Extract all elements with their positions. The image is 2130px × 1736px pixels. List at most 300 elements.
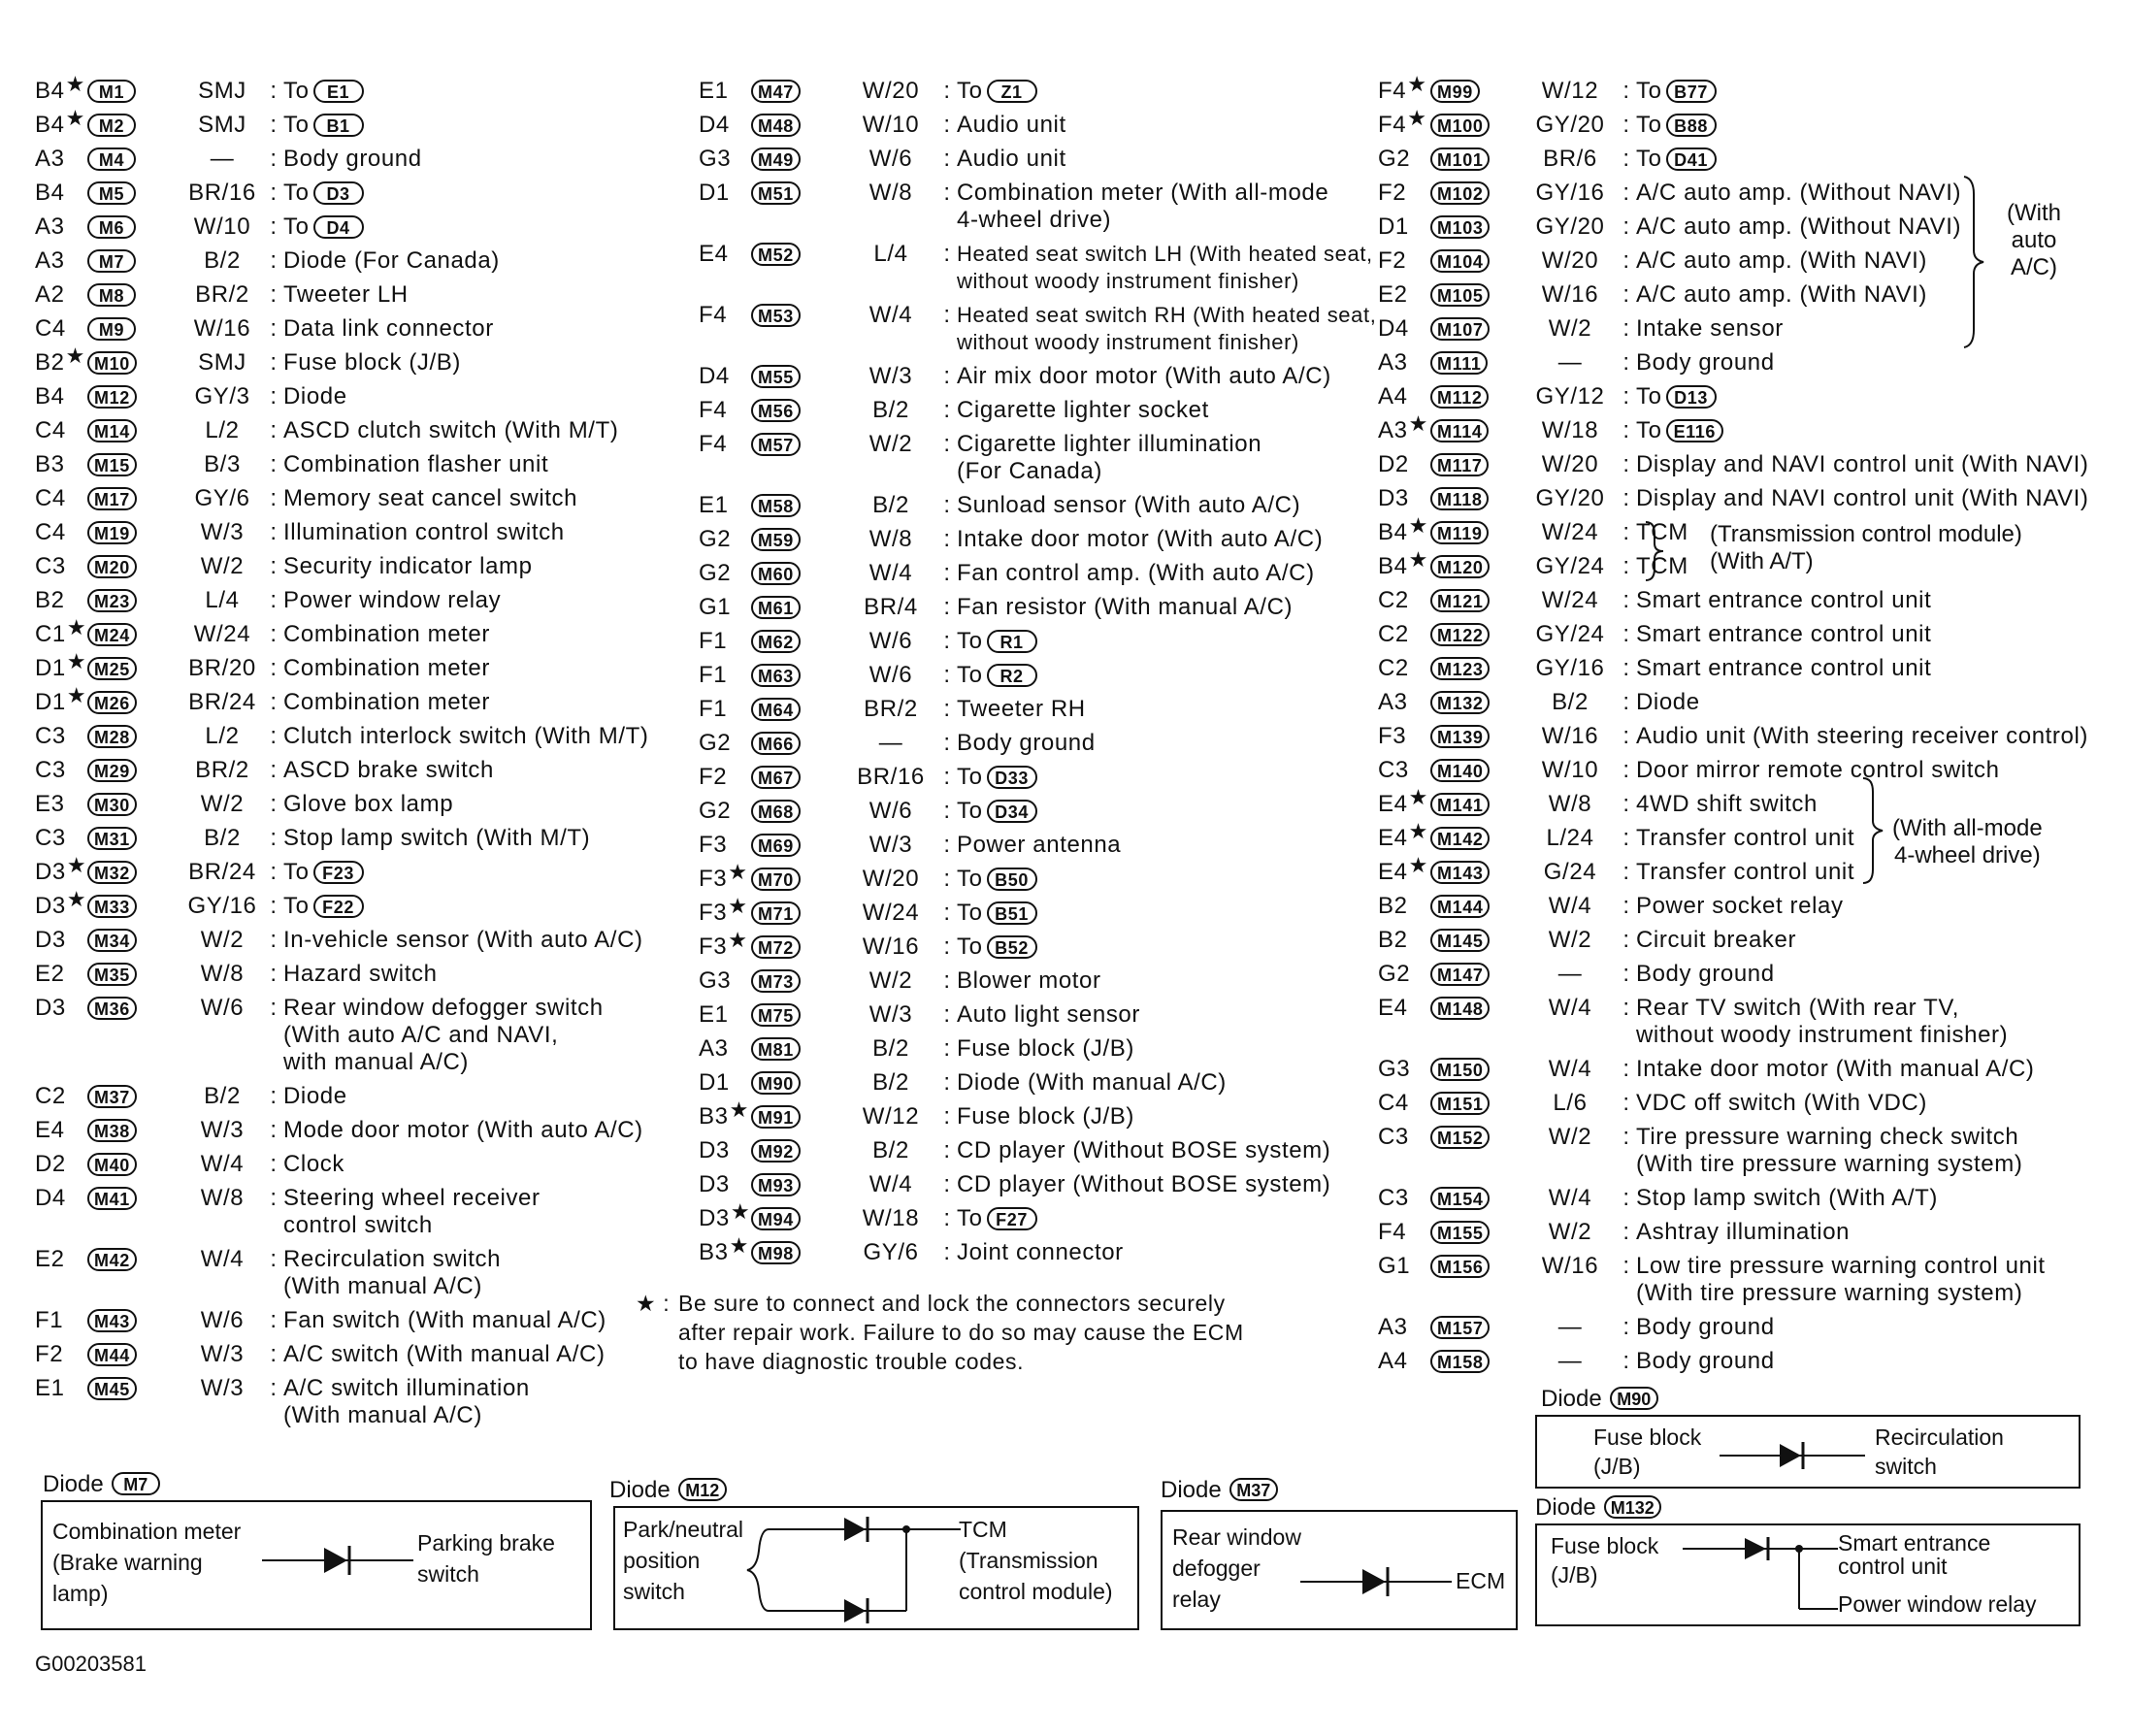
connector-id: M2 bbox=[87, 112, 180, 139]
connector-row bbox=[699, 1097, 1368, 1130]
grid-location: E1 bbox=[699, 492, 729, 518]
separator: : bbox=[943, 112, 951, 138]
diode-m37-label: Diode M37 bbox=[1161, 1477, 1278, 1504]
wire-spec: W/4 bbox=[868, 1171, 913, 1197]
connector-row bbox=[1378, 485, 2115, 512]
wire-spec: W/2 bbox=[1548, 927, 1592, 953]
grid-location: C3 bbox=[1378, 1185, 1409, 1211]
separator: : bbox=[270, 621, 278, 647]
connector-description: Auto light sensor bbox=[957, 1001, 1140, 1028]
wire-spec: W/6 bbox=[200, 995, 245, 1021]
brace-tcm-label: (Transmission control module) (With A/T) bbox=[1710, 521, 2022, 574]
to-connector-tag: B88 bbox=[1666, 114, 1717, 137]
connector-description: Power antenna bbox=[957, 832, 1122, 858]
connector-description: Sunload sensor (With auto A/C) bbox=[957, 492, 1301, 518]
connector-description: Smart entrance control unit bbox=[1636, 621, 1932, 647]
to-connector-tag: F23 bbox=[313, 861, 364, 884]
connector-row bbox=[699, 1233, 1368, 1266]
connector-description: To D3 bbox=[283, 180, 705, 207]
wire-spec: W/6 bbox=[868, 662, 913, 688]
connector-description: Audio unit bbox=[957, 146, 1066, 172]
connector-id: M63 bbox=[751, 662, 844, 689]
grid-location: C2 bbox=[1378, 621, 1409, 647]
grid-location: G2 bbox=[699, 798, 732, 824]
connector-row bbox=[35, 1341, 705, 1368]
connector-id: M9 bbox=[87, 315, 180, 343]
connector-description: Intake door motor (With manual A/C) bbox=[1636, 1056, 2035, 1082]
separator: : bbox=[270, 1375, 278, 1401]
connector-id: M53 bbox=[751, 302, 844, 329]
footnote-line: after repair work. Failure to do so may cause the ECM bbox=[678, 1320, 1244, 1345]
brace-auto-ac bbox=[1962, 175, 1987, 349]
connector-description: Intake sensor bbox=[1636, 315, 1784, 342]
connector-description: To F23 bbox=[283, 859, 705, 886]
separator: : bbox=[270, 213, 278, 240]
connector-description: Body ground bbox=[1636, 1314, 1775, 1340]
connector-description: Steering wheel receiver control switch bbox=[283, 1185, 541, 1238]
connector-description: Mode door motor (With auto A/C) bbox=[283, 1117, 643, 1143]
grid-location: D4 bbox=[35, 1185, 66, 1211]
grid-location: G1 bbox=[1378, 1253, 1411, 1279]
wire-spec: W/3 bbox=[200, 1117, 245, 1143]
separator: : bbox=[943, 866, 951, 892]
connector-description: Audio unit bbox=[957, 112, 1066, 138]
separator: : bbox=[943, 1103, 951, 1130]
star-icon: ★ bbox=[66, 649, 87, 673]
connector-id: M14 bbox=[87, 417, 180, 444]
diode-m132-label: Diode M132 bbox=[1535, 1494, 1661, 1522]
separator: : bbox=[943, 696, 951, 722]
connector-row bbox=[35, 615, 705, 648]
to-connector-tag: B50 bbox=[987, 868, 1037, 891]
connector-description: Transfer control unit bbox=[1636, 825, 1855, 851]
to-connector-tag: E1 bbox=[313, 80, 364, 103]
connector-row bbox=[1378, 411, 2115, 444]
grid-location: C4 bbox=[35, 315, 66, 342]
to-connector-tag: F27 bbox=[987, 1207, 1037, 1230]
grid-location: B4★ bbox=[1378, 513, 1428, 545]
connector-id: M24 bbox=[87, 621, 180, 648]
star-icon: ★ bbox=[1408, 547, 1428, 572]
connector-description: Door mirror remote control switch bbox=[1636, 757, 2000, 783]
grid-location: F1 bbox=[699, 662, 728, 688]
grid-location: F1 bbox=[699, 628, 728, 654]
grid-location: C4 bbox=[35, 417, 66, 443]
wire-spec: BR/6 bbox=[1543, 146, 1597, 172]
wire-spec: W/2 bbox=[868, 967, 913, 994]
connector-row bbox=[1378, 1219, 2115, 1246]
wire-spec: W/6 bbox=[200, 1307, 245, 1333]
connector-id: M35 bbox=[87, 961, 180, 988]
connector-row bbox=[699, 764, 1368, 791]
connector-description: Combination flasher unit bbox=[283, 451, 549, 477]
grid-location: D3★ bbox=[699, 1199, 751, 1231]
wire-spec: GY/20 bbox=[1535, 213, 1605, 240]
connector-description: A/C auto amp. (Without NAVI) bbox=[1636, 213, 1962, 240]
connector-row bbox=[699, 662, 1368, 689]
connector-row bbox=[699, 594, 1368, 621]
connector-id: M155 bbox=[1430, 1219, 1524, 1246]
connector-row bbox=[1378, 587, 2115, 614]
wire-spec: B/2 bbox=[872, 1137, 909, 1163]
grid-location: F2 bbox=[1378, 180, 1407, 206]
wire-spec: W/12 bbox=[862, 1103, 920, 1130]
separator: : bbox=[1622, 1314, 1630, 1340]
connector-description: Tweeter RH bbox=[957, 696, 1086, 722]
wire-spec: — bbox=[1557, 1348, 1583, 1374]
connector-description: Clutch interlock switch (With M/T) bbox=[283, 723, 649, 749]
separator: : bbox=[270, 961, 278, 987]
separator: : bbox=[270, 893, 278, 919]
separator: : bbox=[270, 1307, 278, 1333]
wire-spec: GY/6 bbox=[863, 1239, 919, 1265]
connector-description: Cigarette lighter illumination (For Canada) bbox=[957, 431, 1262, 484]
wire-spec: W/2 bbox=[868, 431, 913, 457]
grid-location: A3 bbox=[1378, 1314, 1408, 1340]
wire-spec: W/8 bbox=[868, 180, 913, 206]
grid-location: B2 bbox=[1378, 927, 1408, 953]
connector-row bbox=[699, 1001, 1368, 1029]
grid-location: D3★ bbox=[35, 887, 87, 919]
star-icon: ★ bbox=[730, 1199, 751, 1224]
connector-row bbox=[699, 928, 1368, 961]
separator: : bbox=[1622, 417, 1630, 443]
connector-id: M5 bbox=[87, 180, 180, 207]
connector-id: M144 bbox=[1430, 893, 1524, 920]
grid-location: F4 bbox=[699, 302, 728, 328]
grid-location: E1 bbox=[35, 1375, 65, 1401]
wire-spec: — bbox=[210, 146, 235, 172]
star-icon: ★ bbox=[1408, 819, 1428, 843]
wire-spec: GY/6 bbox=[194, 485, 250, 511]
connector-description: To R1 bbox=[957, 628, 1368, 655]
connector-id: M117 bbox=[1430, 451, 1524, 478]
connector-description: In-vehicle sensor (With auto A/C) bbox=[283, 927, 643, 953]
connector-description: To D13 bbox=[1636, 383, 2115, 410]
connector-description: A/C auto amp. (Without NAVI) bbox=[1636, 180, 1962, 206]
grid-location: G1 bbox=[699, 594, 732, 620]
star-icon: ★ bbox=[65, 344, 85, 368]
connector-id: M145 bbox=[1430, 927, 1524, 954]
connector-row bbox=[1378, 1090, 2115, 1117]
grid-location: F4 bbox=[699, 397, 728, 423]
connector-description: Transfer control unit bbox=[1636, 859, 1855, 885]
grid-location: D3 bbox=[1378, 485, 1409, 511]
separator: : bbox=[943, 662, 951, 688]
wire-spec: W/6 bbox=[868, 798, 913, 824]
separator: : bbox=[943, 526, 951, 552]
grid-location: C1★ bbox=[35, 615, 87, 647]
grid-location: G2 bbox=[1378, 961, 1411, 987]
connector-row bbox=[35, 1375, 705, 1429]
separator: : bbox=[270, 553, 278, 579]
star-icon: ★ bbox=[728, 928, 748, 952]
diode-m12-box: Park/neutral position switch TCM (Transmission control module) bbox=[613, 1506, 1139, 1630]
connector-description: To D33 bbox=[957, 764, 1368, 791]
grid-location: D2 bbox=[1378, 451, 1409, 477]
connector-id: M139 bbox=[1430, 723, 1524, 750]
star-icon: ★ bbox=[66, 683, 87, 707]
connector-list-middle bbox=[699, 78, 1377, 1273]
separator: : bbox=[943, 302, 951, 328]
connector-row bbox=[35, 1246, 705, 1300]
connector-description: Recirculation switch (With manual A/C) bbox=[283, 1246, 502, 1299]
separator: : bbox=[270, 723, 278, 749]
wire-spec: GY/24 bbox=[1535, 621, 1605, 647]
separator: : bbox=[1622, 825, 1630, 851]
separator: : bbox=[1622, 1124, 1630, 1150]
connector-id: M111 bbox=[1430, 349, 1524, 377]
connector-id: M100 bbox=[1430, 112, 1524, 139]
connector-description: To B88 bbox=[1636, 112, 2115, 139]
wire-spec: W/24 bbox=[1541, 587, 1599, 613]
star-icon: ★ bbox=[1408, 853, 1428, 877]
connector-id: M58 bbox=[751, 492, 844, 519]
to-connector-tag: D33 bbox=[987, 766, 1037, 789]
separator: : bbox=[270, 825, 278, 851]
wire-spec: W/20 bbox=[862, 866, 920, 892]
connector-description: To B50 bbox=[957, 866, 1368, 893]
separator: : bbox=[270, 859, 278, 885]
connector-row bbox=[35, 146, 705, 173]
connector-row bbox=[1378, 106, 2115, 139]
connector-row bbox=[1378, 1124, 2115, 1178]
diode-m12-label: Diode M12 bbox=[609, 1477, 727, 1504]
connector-row bbox=[1378, 1314, 2115, 1341]
connector-row bbox=[1378, 757, 2115, 784]
grid-location: A3 bbox=[1378, 349, 1408, 376]
connector-row bbox=[699, 860, 1368, 893]
connector-id: M114 bbox=[1430, 417, 1524, 444]
wire-spec: W/16 bbox=[1541, 1253, 1599, 1279]
separator: : bbox=[270, 247, 278, 274]
connector-description: Display and NAVI control unit (With NAVI) bbox=[1636, 451, 2089, 477]
connector-id: M62 bbox=[751, 628, 844, 655]
connector-row bbox=[699, 241, 1373, 295]
connector-row bbox=[699, 730, 1368, 757]
document-id: G00203581 bbox=[35, 1652, 147, 1676]
separator: : bbox=[943, 560, 951, 586]
connector-id: M75 bbox=[751, 1001, 844, 1029]
separator: : bbox=[1622, 315, 1630, 342]
wire-spec: W/18 bbox=[1541, 417, 1599, 443]
separator: : bbox=[270, 349, 278, 376]
separator: : bbox=[270, 485, 278, 511]
grid-location: D4 bbox=[1378, 315, 1409, 342]
connector-id: M41 bbox=[87, 1185, 180, 1212]
connector-description: Diode (For Canada) bbox=[283, 247, 500, 274]
grid-location: F2 bbox=[35, 1341, 64, 1367]
wire-spec: W/3 bbox=[200, 1375, 245, 1401]
grid-location: E4★ bbox=[1378, 785, 1428, 817]
wire-spec: L/6 bbox=[1553, 1090, 1588, 1116]
connector-row bbox=[1378, 146, 2115, 173]
connector-description: Heated seat switch LH (With heated seat, without woody instrument finisher) bbox=[957, 242, 1373, 293]
connector-row bbox=[1378, 893, 2115, 920]
separator: : bbox=[1622, 791, 1630, 817]
connector-row bbox=[699, 696, 1368, 723]
connector-id: M31 bbox=[87, 825, 180, 852]
connector-description: Fuse block (J/B) bbox=[957, 1103, 1134, 1130]
separator: : bbox=[1622, 146, 1630, 172]
connector-row bbox=[35, 961, 705, 988]
separator: : bbox=[943, 594, 951, 620]
connector-row bbox=[1378, 723, 2115, 750]
connector-id: M147 bbox=[1430, 961, 1524, 988]
separator: : bbox=[1622, 349, 1630, 376]
wire-spec: W/16 bbox=[193, 315, 251, 342]
connector-id: M99 bbox=[1430, 78, 1524, 105]
star-icon: ★ bbox=[66, 853, 87, 877]
connector-id: M17 bbox=[87, 485, 180, 512]
to-connector-tag: F22 bbox=[313, 895, 364, 918]
connector-row bbox=[35, 519, 705, 546]
connector-row bbox=[1378, 961, 2115, 988]
separator: : bbox=[270, 383, 278, 409]
connector-description: Combination meter (With all-mode 4-wheel drive) bbox=[957, 180, 1329, 233]
connector-row bbox=[1378, 655, 2115, 682]
separator: : bbox=[943, 1035, 951, 1062]
connector-description: Fan control amp. (With auto A/C) bbox=[957, 560, 1315, 586]
grid-location: D1 bbox=[699, 1069, 730, 1096]
wire-spec: GY/16 bbox=[1535, 180, 1605, 206]
to-connector-tag: D4 bbox=[313, 215, 364, 239]
grid-location: G2 bbox=[699, 526, 732, 552]
wire-spec: W/10 bbox=[1541, 757, 1599, 783]
connector-id: M101 bbox=[1430, 146, 1524, 173]
connector-row bbox=[35, 825, 705, 852]
wire-spec: W/2 bbox=[1548, 315, 1592, 342]
grid-location: D3 bbox=[35, 995, 66, 1021]
grid-location: C2 bbox=[35, 1083, 66, 1109]
connector-description: To F22 bbox=[283, 893, 705, 920]
wire-spec: W/4 bbox=[200, 1151, 245, 1177]
grid-location: F4★ bbox=[1378, 106, 1427, 138]
connector-description: Body ground bbox=[1636, 349, 1775, 376]
connector-description: Body ground bbox=[1636, 961, 1775, 987]
wire-spec: BR/2 bbox=[195, 757, 249, 783]
star-icon: ★ bbox=[1407, 106, 1427, 130]
connector-id: M118 bbox=[1430, 485, 1524, 512]
grid-location: A4 bbox=[1378, 1348, 1408, 1374]
connector-description: Cigarette lighter socket bbox=[957, 397, 1209, 423]
grid-location: D3★ bbox=[35, 853, 87, 885]
connector-id: M51 bbox=[751, 180, 844, 207]
connector-description: Low tire pressure warning control unit (With tire pressure warning system) bbox=[1636, 1253, 2046, 1306]
wire-spec: GY/3 bbox=[194, 383, 250, 409]
connector-description: Body ground bbox=[283, 146, 422, 172]
connector-description: Stop lamp switch (With A/T) bbox=[1636, 1185, 1938, 1211]
diode-m132-box: Fuse block (J/B) Smart entrance control unit Power window relay bbox=[1535, 1523, 2081, 1626]
connector-row bbox=[1378, 315, 2115, 343]
connector-id: M71 bbox=[751, 900, 844, 927]
grid-location: A2 bbox=[35, 281, 65, 308]
connector-id: M73 bbox=[751, 967, 844, 995]
separator: : bbox=[270, 519, 278, 545]
grid-location: A3 bbox=[35, 247, 65, 274]
wire-spec: W/2 bbox=[1548, 1219, 1592, 1245]
footnote-line: to have diagnostic trouble codes. bbox=[678, 1349, 1025, 1374]
wire-spec: W/4 bbox=[200, 1246, 245, 1272]
separator: : bbox=[1622, 78, 1630, 104]
connector-id: M93 bbox=[751, 1171, 844, 1198]
connector-id: M158 bbox=[1430, 1348, 1524, 1375]
grid-location: E2 bbox=[1378, 281, 1408, 308]
wire-spec: B/2 bbox=[872, 1069, 909, 1096]
separator: : bbox=[270, 791, 278, 817]
wire-spec: W/16 bbox=[862, 934, 920, 960]
connector-row bbox=[699, 560, 1368, 587]
connector-row bbox=[35, 853, 705, 886]
connector-description: Ashtray illumination bbox=[1636, 1219, 1851, 1245]
grid-location: E4 bbox=[1378, 995, 1408, 1021]
grid-location: B2★ bbox=[35, 344, 85, 376]
connector-description: Tire pressure warning check switch (With tire pressure warning system) bbox=[1636, 1124, 2023, 1177]
wire-spec: B/2 bbox=[204, 247, 241, 274]
separator: : bbox=[1622, 757, 1630, 783]
grid-location: B2 bbox=[1378, 893, 1408, 919]
separator: : bbox=[943, 431, 951, 457]
connector-id: M152 bbox=[1430, 1124, 1524, 1151]
connector-description: Smart entrance control unit bbox=[1636, 655, 1932, 681]
connector-description: Smart entrance control unit bbox=[1636, 587, 1932, 613]
grid-location: F3★ bbox=[699, 860, 748, 892]
brace-tcm bbox=[1644, 520, 1665, 582]
grid-location: D1★ bbox=[35, 683, 87, 715]
separator: : bbox=[943, 241, 951, 267]
grid-location: C3 bbox=[1378, 1124, 1409, 1150]
connector-description: CD player (Without BOSE system) bbox=[957, 1171, 1331, 1197]
footnote bbox=[636, 1289, 1373, 1376]
connector-description: Fan resistor (With manual A/C) bbox=[957, 594, 1294, 620]
connector-id: M157 bbox=[1430, 1314, 1524, 1341]
connector-description: To E116 bbox=[1636, 417, 2115, 444]
wire-spec: G/24 bbox=[1543, 859, 1597, 885]
separator: : bbox=[943, 798, 951, 824]
connector-row bbox=[35, 417, 705, 444]
connector-description: Rear window defogger switch (With auto A/C and NAVI, with manual A/C) bbox=[283, 995, 604, 1075]
grid-location: D1 bbox=[1378, 213, 1409, 240]
connector-id: M43 bbox=[87, 1307, 180, 1334]
grid-location: F2 bbox=[699, 764, 728, 790]
connector-id: M6 bbox=[87, 213, 180, 241]
wire-spec: W/3 bbox=[200, 1341, 245, 1367]
brace-allmode-label: (With all-mode 4-wheel drive) bbox=[1892, 815, 2043, 868]
connector-id: M44 bbox=[87, 1341, 180, 1368]
wire-spec: W/2 bbox=[200, 791, 245, 817]
connector-id: M122 bbox=[1430, 621, 1524, 648]
separator: : bbox=[1622, 1090, 1630, 1116]
connector-id: M7 bbox=[87, 247, 180, 275]
connector-description: To D4 bbox=[283, 213, 705, 241]
connector-id: M64 bbox=[751, 696, 844, 723]
grid-location: A3 bbox=[699, 1035, 729, 1062]
connector-row bbox=[699, 180, 1368, 234]
wire-spec: W/2 bbox=[200, 927, 245, 953]
to-connector-tag: R2 bbox=[987, 664, 1037, 687]
connector-id: M25 bbox=[87, 655, 180, 682]
connector-id: M32 bbox=[87, 859, 180, 886]
separator: : bbox=[943, 730, 951, 756]
separator: : bbox=[1622, 1056, 1630, 1082]
connector-description: Power window relay bbox=[283, 587, 502, 613]
grid-location: G2 bbox=[699, 560, 732, 586]
wire-spec: W/3 bbox=[868, 832, 913, 858]
wire-spec: W/20 bbox=[862, 78, 920, 104]
separator: : bbox=[270, 112, 278, 138]
wire-spec: W/24 bbox=[193, 621, 251, 647]
connector-id: M91 bbox=[751, 1103, 844, 1130]
